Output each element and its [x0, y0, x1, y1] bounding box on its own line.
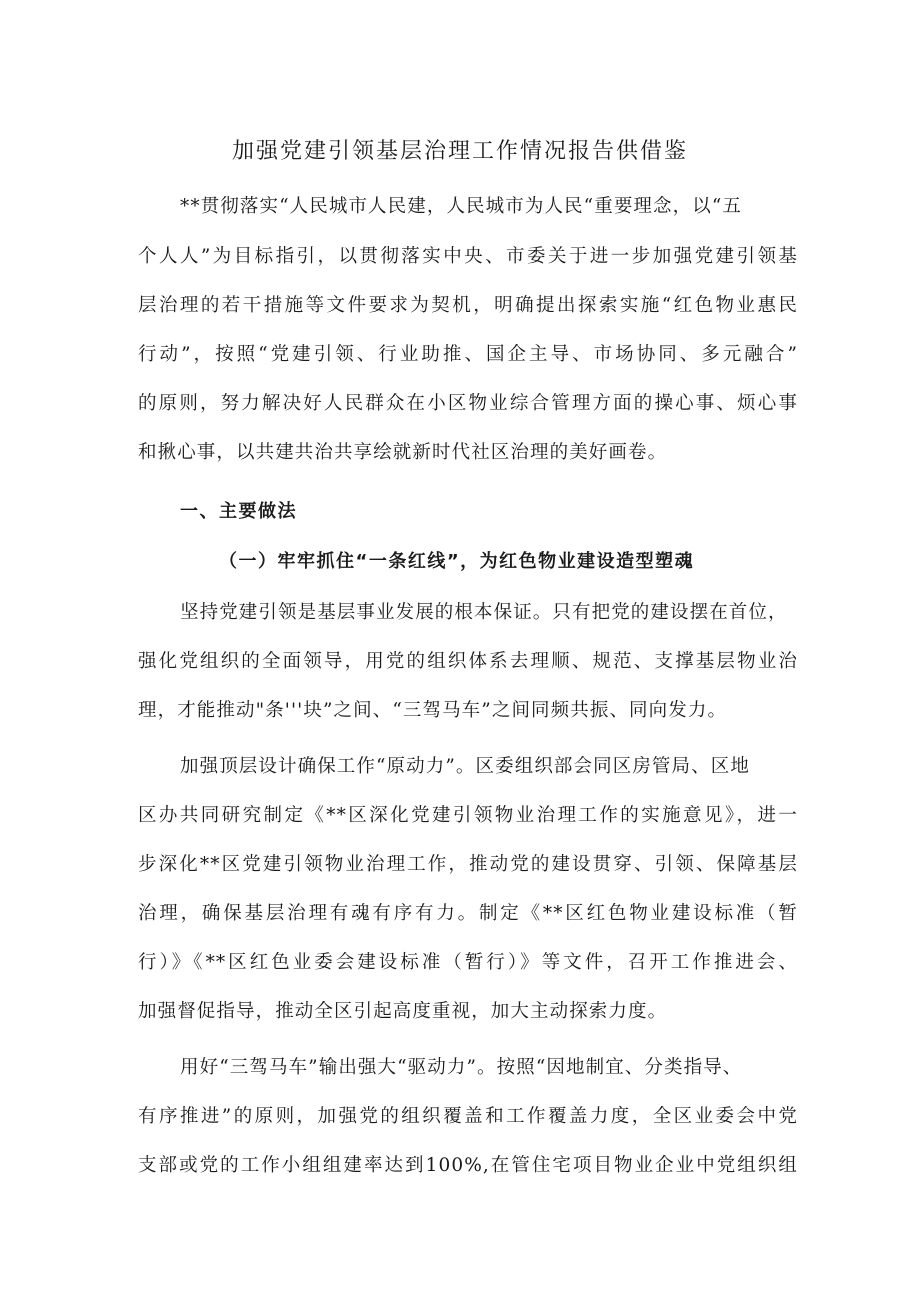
intro-line: 个人人”为目标指引，以贯彻落实中央、市委关于进一步加强党建引领基 [138, 246, 798, 267]
section-heading: 一、主要做法 [180, 501, 297, 522]
paragraph-line: 支部或党的工作小组组建率达到100%,在管住宅项目物业企业中党组织组 [138, 1155, 798, 1176]
paragraph-line: 坚持党建引领是基层事业发展的根本保证。只有把党的建设摆在首位， [180, 602, 788, 623]
paragraph-line: 加强督促指导，推动全区引起高度重视，加大主动探索力度。 [138, 1001, 668, 1022]
paragraph-line: 用好“三驾马车”输出强大“驱动力”。按照“因地制宜、分类指导、 [180, 1057, 743, 1078]
paragraph-line: 步深化**区党建引领物业治理工作，推动党的建设贯穿、引领、保障基层 [138, 854, 798, 875]
paragraph-line: 理，才能推动"条'''块”之间、“三驾马车”之间同频共振、同向发力。 [138, 700, 728, 721]
subsection-heading: （一）牢牢抓住“一条红线”，为红色物业建设造型塑魂 [219, 551, 695, 572]
intro-line: 的原则，努力解决好人民群众在小区物业综合管理方面的操心事、烦心事 [138, 393, 798, 414]
paragraph-line: 治理，确保基层治理有魂有序有力。制定《**区红色物业建设标准（暂 [138, 903, 798, 924]
intro-line: 层治理的若干措施等文件要求为契机，明确提出探索实施“红色物业惠民 [138, 295, 798, 316]
paragraph-line: 区办共同研究制定《**区深化党建引领物业治理工作的实施意见》，进一 [138, 805, 798, 826]
paragraph-line: 有序推进”的原则，加强党的组织覆盖和工作覆盖力度，全区业委会中党 [138, 1106, 798, 1127]
document-title: 加强党建引领基层治理工作情况报告供借鉴 [231, 139, 688, 164]
paragraph-line: 行）》《**区红色业委会建设标准（暂行）》等文件，召开工作推进会、 [138, 952, 798, 973]
paragraph-line: 强化党组织的全面领导，用党的组织体系去理顺、规范、支撑基层物业治 [138, 651, 798, 672]
paragraph-line: 加强顶层设计确保工作“原动力”。区委组织部会同区房管局、区地 [180, 756, 750, 777]
intro-line: **贯彻落实“人民城市人民建，人民城市为人民“重要理念，以“五 [180, 196, 742, 217]
intro-line: 和揪心事，以共建共治共享绘就新时代社区治理的美好画卷。 [138, 442, 668, 463]
intro-line: 行动”，按照“党建引领、行业助推、国企主导、市场协同、多元融合” [138, 344, 798, 365]
